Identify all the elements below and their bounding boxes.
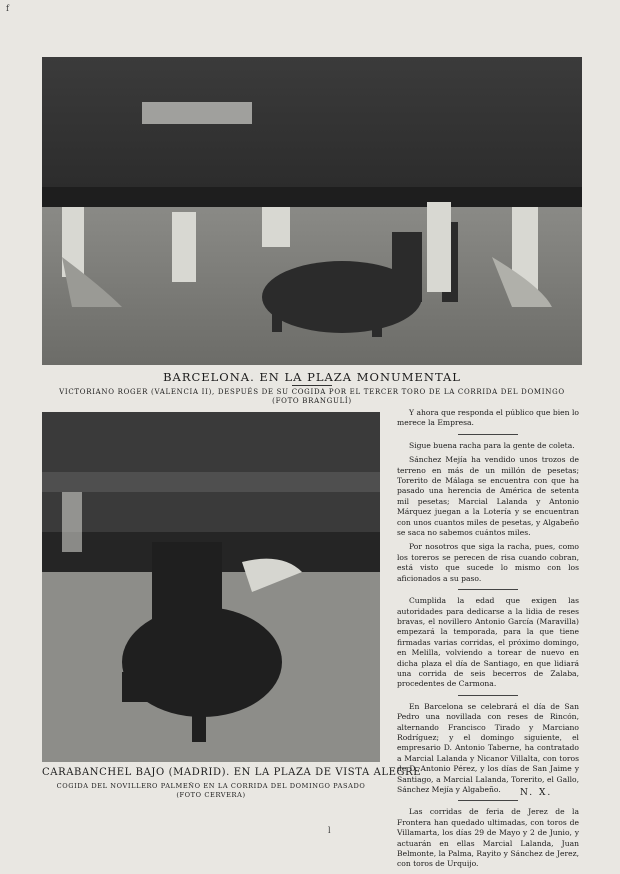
photo-barcelona-bullring (42, 57, 582, 365)
top-caption-subtitle (42, 388, 582, 406)
paragraph: Y ahora que responda el público que bien lo merece la Empresa. (397, 408, 579, 428)
paragraph: Las corridas de feria de Jerez de la Frontera han quedado ultimadas, con toros de Villamarta, los días 29 de Mayo y 2 de Junio, y actuarán en ellas Marcial Lalanda, Juan Belmonte, la Palma, Rayito y Sánchez de Jerez, con toros de Urquijo. (397, 807, 579, 869)
paragraph-divider (458, 695, 518, 696)
paragraph-divider (458, 589, 518, 590)
bullring-scene-illustration (42, 57, 582, 365)
bottom-mark: l (328, 826, 331, 835)
article-signature: N. X. (520, 788, 553, 798)
article-column (397, 408, 579, 874)
paragraph: Por nosotros que siga la racha, pues, como los toreros se perecen de risa cuando cobran, está visto que sucede lo mismo con los aficionados a su paso. (397, 542, 579, 583)
paragraph: Sánchez Mejía ha vendido unos trozos de terreno en más de un millón de pesetas; Torerito de Málaga se encuentra con que ha pasado una herencia de América de setenta mil pesetas; Marcial Lalanda y Antonio Márquez juegan a la Lotería y se encuentran con unos cuantos miles de pesetas, y Algabeño se saca no sabemos cuántos miles. (397, 455, 579, 538)
paragraph: Sigue buena racha para la gente de coleta. (409, 440, 575, 450)
bottom-caption-subtitle-line: COGIDA DEL NOVILLERO PALMEÑO EN LA CORRIDA DEL DOMINGO PASADO (56, 782, 366, 790)
paragraph: Cumplida la edad que exigen las autoridades para dedicarse a la lidia de reses bravas, el novillero Antonio García (Maravilla) empezará la temporada, para la que tiene firmadas varias corridas, el próximo domingo, en Melilla, volviendo a torear de nuevo en dicha plaza el día de Santiago, en que lidiará una corrida de seis becerros de Zalaba, procedentes de Carmona. (397, 596, 579, 689)
top-caption-title: BARCELONA. EN LA PLAZA MONUMENTAL (163, 370, 461, 384)
bottom-caption-subtitle (42, 782, 380, 800)
top-caption-subtitle-line: VICTORIANO ROGER (VALENCIA II), DESPUÉS DE SU COGIDA POR EL TERCER TORO DE LA CORRIDA DEL DOMINGO (59, 388, 565, 396)
paragraph-divider (458, 434, 518, 435)
photo-vista-alegre-goring (42, 412, 380, 762)
paragraph-divider (458, 800, 518, 801)
paragraph: En Barcelona se celebrará el día de San Pedro una novillada con reses de Rincón, alternando Francisco Tirado y Marciano Rodríguez; y el domingo siguiente, el empresario D. Antonio Taberne, ha contratado a Marcial Lalanda y Nicanor Villalta, con toros de D. Antonio Pérez, y los días de San Jaime y Santiago, a Marcial Lalanda, Torerito, el Gallo, Sánchez Mejía y Algabeño. (397, 701, 579, 794)
bottom-caption-title: CARABANCHEL BAJO (MADRID). EN LA PLAZA DE VISTA ALEGRE (42, 767, 422, 778)
top-caption-credit: (FOTO BRANGULÍ) (272, 397, 352, 405)
corner-mark: f (6, 4, 9, 13)
bottom-caption-credit: (FOTO CERVERA) (176, 791, 246, 799)
caption-divider (292, 385, 332, 386)
goring-scene-illustration (42, 412, 380, 762)
